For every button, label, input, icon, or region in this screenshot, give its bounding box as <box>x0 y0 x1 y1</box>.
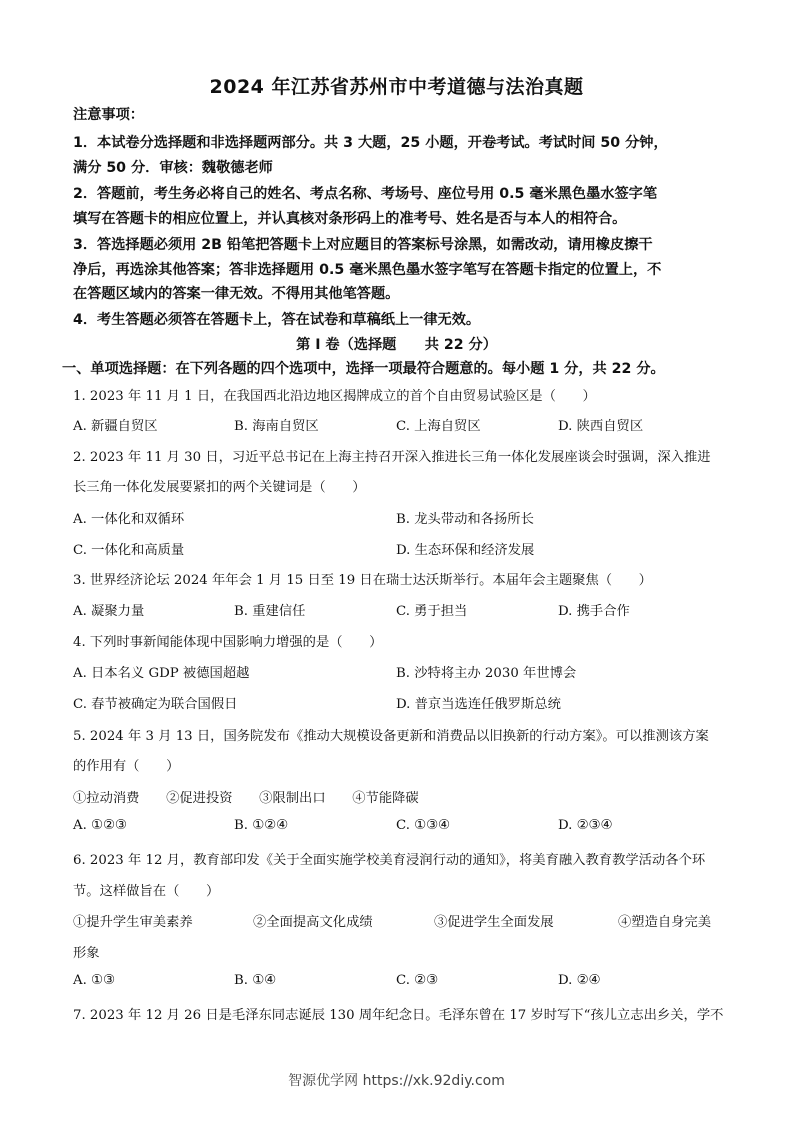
q1-stem: 1. 2023 年 11 月 1 日，在我国西北沿边地区揭牌成立的首个自由贸易试验区是（ ） <box>73 389 596 404</box>
q6-stem-2: 节。这样做旨在（ ） <box>73 884 220 899</box>
q1-option-a: A. 新疆自贸区 <box>73 419 158 434</box>
q6-option-c: C. ②③ <box>396 973 438 988</box>
footer-watermark: 智源优学网 https://xk.92diy.com <box>288 1073 505 1089</box>
q5-option-a: A. ①②③ <box>73 818 127 833</box>
notice-line-3b: 净后，再选涂其他答案；答非选择题用 0.5 毫米黑色墨水签字笔写在答题卡指定的位置上，不 <box>73 262 662 278</box>
notice-line-3a: 3．答选择题必须用 2B 铅笔把答题卡上对应题目的答案标号涂黑，如需改动，请用橡皮擦干 <box>73 237 653 253</box>
q4-option-d: D. 普京当选连任俄罗斯总统 <box>396 697 561 712</box>
q3-option-b: B. 重建信任 <box>234 604 306 619</box>
q2-option-d: D. 生态环保和经济发展 <box>396 543 535 558</box>
q4-option-c: C. 春节被确定为联合国假日 <box>73 697 238 712</box>
q6-option-d: D. ②④ <box>558 973 601 988</box>
notice-line-3c: 在答题区域内的答案一律无效。不得用其他笔答题。 <box>73 286 400 302</box>
q4-option-a: A. 日本名义 GDP 被德国超越 <box>73 666 250 681</box>
q5-stem-1: 5. 2024 年 3 月 13 日，国务院发布《推动大规模设备更新和消费品以旧换新的行动方案》。可以推测该方案 <box>73 729 709 744</box>
q5-option-b: B. ①②④ <box>234 818 288 833</box>
q6-item-4-cont: 形象 <box>73 946 100 961</box>
q2-option-b: B. 龙头带动和各扬所长 <box>396 512 534 527</box>
q6-item-1: ①提升学生审美素养 <box>73 915 193 930</box>
q6-stem-1: 6. 2023 年 12 月，教育部印发《关于全面实施学校美育浸润行动的通知》，将美育融入教育教学活动各个环 <box>73 853 706 868</box>
q4-stem: 4. 下列时事新闻能体现中国影响力增强的是（ ） <box>73 635 383 650</box>
notice-heading: 注意事项： <box>73 107 144 123</box>
page-title: 2024 年江苏省苏州市中考道德与法治真题 <box>209 76 584 98</box>
q3-option-a: A. 凝聚力量 <box>73 604 145 619</box>
q5-option-d: D. ②③④ <box>558 818 613 833</box>
q7-stem-1: 7. 2023 年 12 月 26 日是毛泽东同志诞辰 130 周年纪念日。毛泽东曾在 17 岁时写下“孩儿立志出乡关，学不 <box>73 1008 724 1023</box>
notice-line-1b: 满分 50 分．审核：魏敬德老师 <box>73 160 273 176</box>
q1-option-c: C. 上海自贸区 <box>396 419 481 434</box>
q5-option-c: C. ①③④ <box>396 818 450 833</box>
notice-line-4: 4．考生答题必须答在答题卡上，答在试卷和草稿纸上一律无效。 <box>73 312 481 328</box>
q3-option-d: D. 携手合作 <box>558 604 630 619</box>
q6-item-3: ③促进学生全面发展 <box>434 915 554 930</box>
q5-items: ①拉动消费 ②促进投资 ③限制出口 ④节能降碳 <box>73 791 419 806</box>
q2-stem-2: 长三角一体化发展要紧扣的两个关键词是（ ） <box>73 480 366 495</box>
q1-option-b: B. 海南自贸区 <box>234 419 319 434</box>
q3-option-c: C. 勇于担当 <box>396 604 468 619</box>
q4-option-b: B. 沙特将主办 2030 年世博会 <box>396 666 577 681</box>
q2-option-a: A. 一体化和双循环 <box>73 512 185 527</box>
notice-line-1a: 1．本试卷分选择题和非选择题两部分。共 3 大题，25 小题，开卷考试。考试时间 50 分钟， <box>73 135 668 151</box>
q6-option-a: A. ①③ <box>73 973 115 988</box>
q6-item-2: ②全面提高文化成绩 <box>253 915 373 930</box>
q5-stem-2: 的作用有（ ） <box>73 759 180 774</box>
q6-item-4: ④塑造自身完美 <box>618 915 712 930</box>
q6-option-b: B. ①④ <box>234 973 277 988</box>
q2-stem-1: 2. 2023 年 11 月 30 日，习近平总书记在上海主持召开深入推进长三角一体化发展座谈会时强调，深入推进 <box>73 450 711 465</box>
notice-line-2b: 填写在答题卡的相应位置上，并认真核对条形码上的准考号、姓名是否与本人的相符合。 <box>73 211 627 227</box>
section-title: 第 I 卷（选择题 共 22 分） <box>296 337 497 353</box>
notice-line-2a: 2．答题前，考生务必将自己的姓名、考点名称、考场号、座位号用 0.5 毫米黑色墨水签字笔 <box>73 186 658 202</box>
part-one-title: 一、单项选择题：在下列各题的四个选项中，选择一项最符合题意的。每小题 1 分，共 22 分。 <box>62 361 665 377</box>
q2-option-c: C. 一体化和高质量 <box>73 543 185 558</box>
q1-option-d: D. 陕西自贸区 <box>558 419 644 434</box>
q3-stem: 3. 世界经济论坛 2024 年年会 1 月 15 日至 19 日在瑞士达沃斯举行。本届年会主题聚焦（ ） <box>73 573 652 588</box>
